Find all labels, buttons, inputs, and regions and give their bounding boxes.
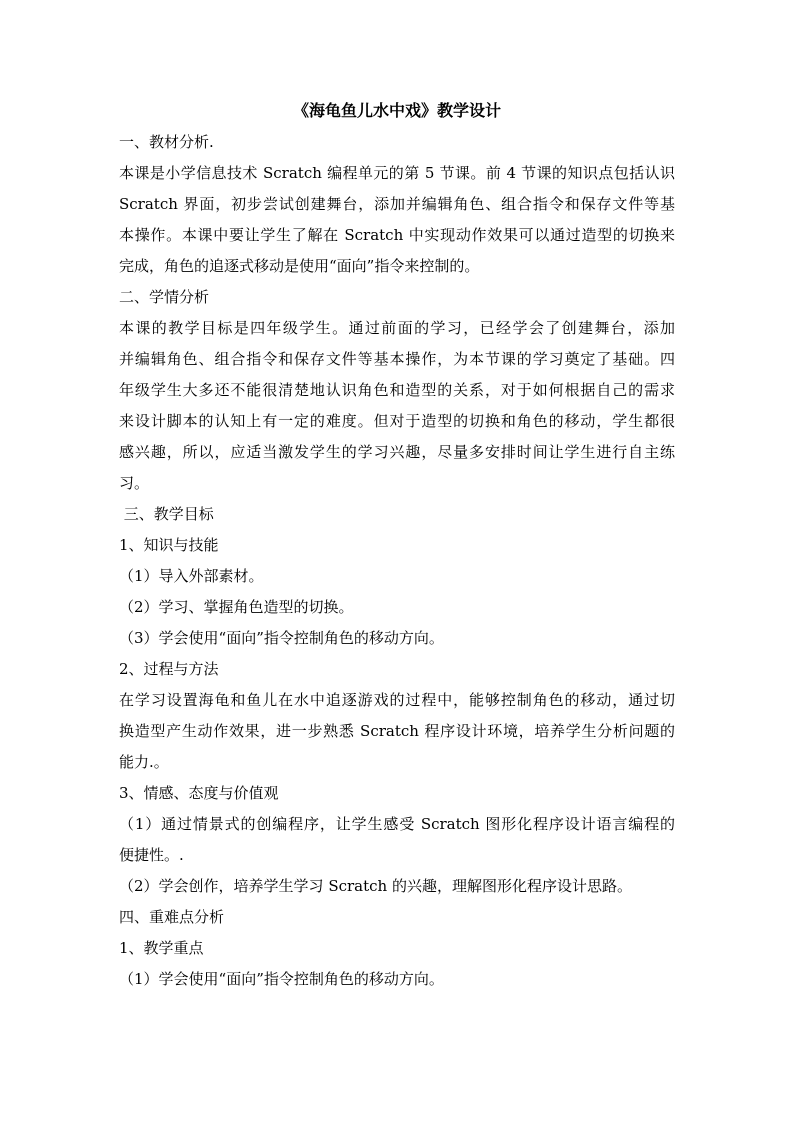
subheading-emotion-values: 3、情感、态度与价值观 [119, 784, 279, 802]
list-item: （2）学习、掌握角色造型的切换。 [119, 598, 354, 616]
list-item: （3）学会使用“面向”指令控制角色的移动方向。 [119, 629, 444, 647]
paragraph-line: 在学习设置海龟和鱼儿在水中追逐游戏的过程中，能够控制角色的移动，通过切 [119, 691, 675, 709]
paragraph-line: 便捷性。. [119, 846, 184, 864]
document-title: 《海龟鱼儿水中戏》教学设计 [292, 101, 501, 120]
paragraph-line: 能力.。 [119, 753, 169, 771]
list-item: （1）学会使用“面向”指令控制角色的移动方向。 [119, 970, 444, 988]
paragraph-line: 完成，角色的追逐式移动是使用“面向”指令来控制的。 [119, 257, 480, 275]
subheading-teaching-focus: 1、教学重点 [119, 939, 204, 957]
paragraph-line: 本课的教学目标是四年级学生。通过前面的学习，已经学会了创建舞台，添加 [119, 319, 675, 337]
document-body [119, 127, 675, 995]
paragraph-line: 换造型产生动作效果，进一步熟悉 Scratch 程序设计环境，培养学生分析问题的 [119, 722, 675, 740]
subheading-process-methods: 2、过程与方法 [119, 660, 219, 678]
list-item: （1）导入外部素材。 [119, 567, 264, 585]
paragraph-line: Scratch 界面，初步尝试创建舞台，添加并编辑角色、组合指令和保存文件等基 [119, 195, 675, 213]
list-item: （2）学会创作，培养学生学习 Scratch 的兴趣，理解图形化程序设计思路。 [119, 877, 632, 895]
paragraph-line: 习。 [119, 474, 150, 492]
heading-teaching-objectives: 三、教学目标 [119, 505, 214, 523]
paragraph-line: 感兴趣，所以，应适当激发学生的学习兴趣，尽量多安排时间让学生进行自主练 [119, 443, 675, 461]
subheading-knowledge-skills: 1、知识与技能 [119, 536, 219, 554]
heading-learner-analysis: 二、学情分析 [119, 288, 210, 306]
heading-key-difficult-points: 四、重难点分析 [119, 908, 225, 926]
paragraph-line: 本操作。本课中要让学生了解在 Scratch 中实现动作效果可以通过造型的切换来 [119, 226, 675, 244]
paragraph-line: 本课是小学信息技术 Scratch 编程单元的第 5 节课。前 4 节课的知识点包括认识 [119, 164, 675, 182]
paragraph-line: 并编辑角色、组合指令和保存文件等基本操作，为本节课的学习奠定了基础。四 [119, 350, 675, 368]
paragraph-line: 来设计脚本的认知上有一定的难度。但对于造型的切换和角色的移动，学生都很 [119, 412, 675, 430]
list-item: （1）通过情景式的创编程序，让学生感受 Scratch 图形化程序设计语言编程的 [119, 815, 675, 833]
heading-textbook-analysis: 一、教材分析. [119, 133, 214, 151]
paragraph-line: 年级学生大多还不能很清楚地认识角色和造型的关系，对于如何根据自己的需求 [119, 381, 675, 399]
